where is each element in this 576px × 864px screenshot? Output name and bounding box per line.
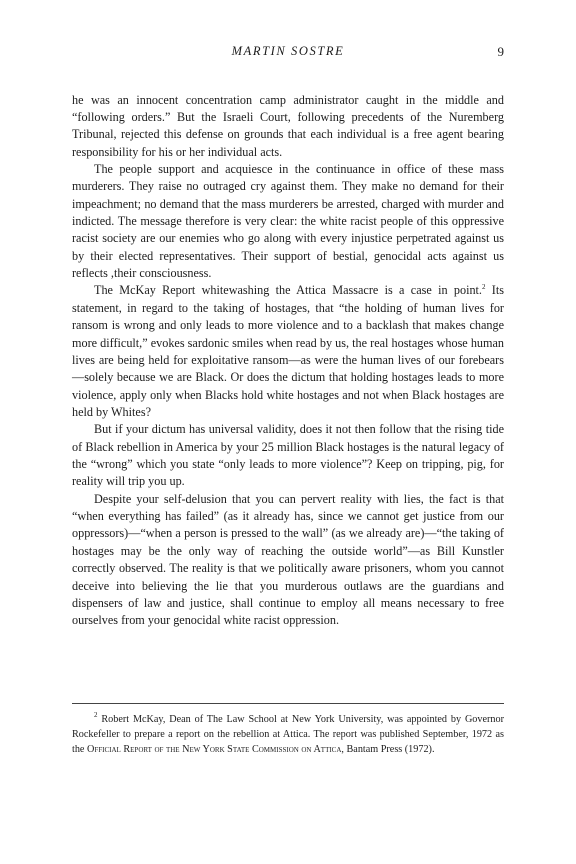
- paragraph: he was an innocent concentration camp administrator caught in the middle and “following orders.” But the Israeli Court, following precedents of the Nuremberg Tribunal, rejected this defense on grounds that each individual is a free agent bearing responsibility for his or her individual acts.: [72, 92, 504, 159]
- paragraph: [72, 282, 504, 421]
- page-header: [72, 44, 504, 64]
- footnote: [72, 712, 504, 758]
- footnote-text-tail: , Bantam Press (1972).: [341, 744, 435, 756]
- footnote-divider: [72, 703, 504, 704]
- footnote-number: 2: [94, 711, 98, 719]
- paragraph: Despite your self-delusion that you can pervert reality with lies, the fact is that “when everything has failed” (as it already has, since we cannot get justice from our oppressors)—“when a person is pressed to the wall” (as we already are)—“the taking of hostages may be the only way of reaching the outside world”—as Bill Kunstler correctly observed. The reality is that we politically aware prisoners, whom you cannot deceive into believing the lie that you murderous outlaws are the guardians and dispensers of law and justice, shall continue to employ all means necessary to free ourselves from your genocidal white racist oppression.: [72, 491, 504, 628]
- page-number: 9: [497, 44, 504, 59]
- body-text: [72, 92, 504, 630]
- paragraph-text: Its statement, in regard to the taking of hostages, that “the holding of human lives for ransom is wrong and only leads to more violence and to a backlash that makes change more difficult,” evokes sardonic smiles when read by us, the real hostages whose human lives are being held for exploitative ransom—as were the human lives of our forebears—solely because we are Black. Or does the dictum that holding hostages leads to more violence, apply only when Blacks hold white hostages and not when Black hostages are held by Whites?: [72, 283, 504, 419]
- paragraph-text: The McKay Report whitewashing the Attica Massacre is a case in point.: [94, 283, 482, 298]
- running-head: MARTIN SOSTRE: [231, 44, 345, 58]
- paragraph: But if your dictum has universal validity, does it not then follow that the rising tide of Black rebellion in America by your 25 million Black hostages is the natural legacy of the “wrong” which you state “only leads to more violence”? Keep on tripping, pig, for reality will trip you up.: [72, 422, 504, 489]
- report-title: Official Report of the New York State Commission on Attica: [87, 744, 342, 756]
- footnote-reference: 2: [481, 283, 486, 292]
- paragraph: The people support and acquiesce in the continuance in office of these mass murderers. They raise no outraged cry against them. They make no demand for their impeachment; no demand that the mass murderers be arrested, charged with murder and indicted. The message therefore is very clear: the white racist people of this oppressive racist society are our enemies who go along with every injustice perpetrated against us by their elected representatives. Their support of bestial, genocidal acts against us reflects ,their consciousness.: [72, 161, 504, 281]
- footnote-text: Robert McKay, Dean of The Law School at New York University, was appointed by Governor Rockefeller to prepare a report on the rebellion at Attica. The report was published September, 1972 as the: [72, 714, 504, 756]
